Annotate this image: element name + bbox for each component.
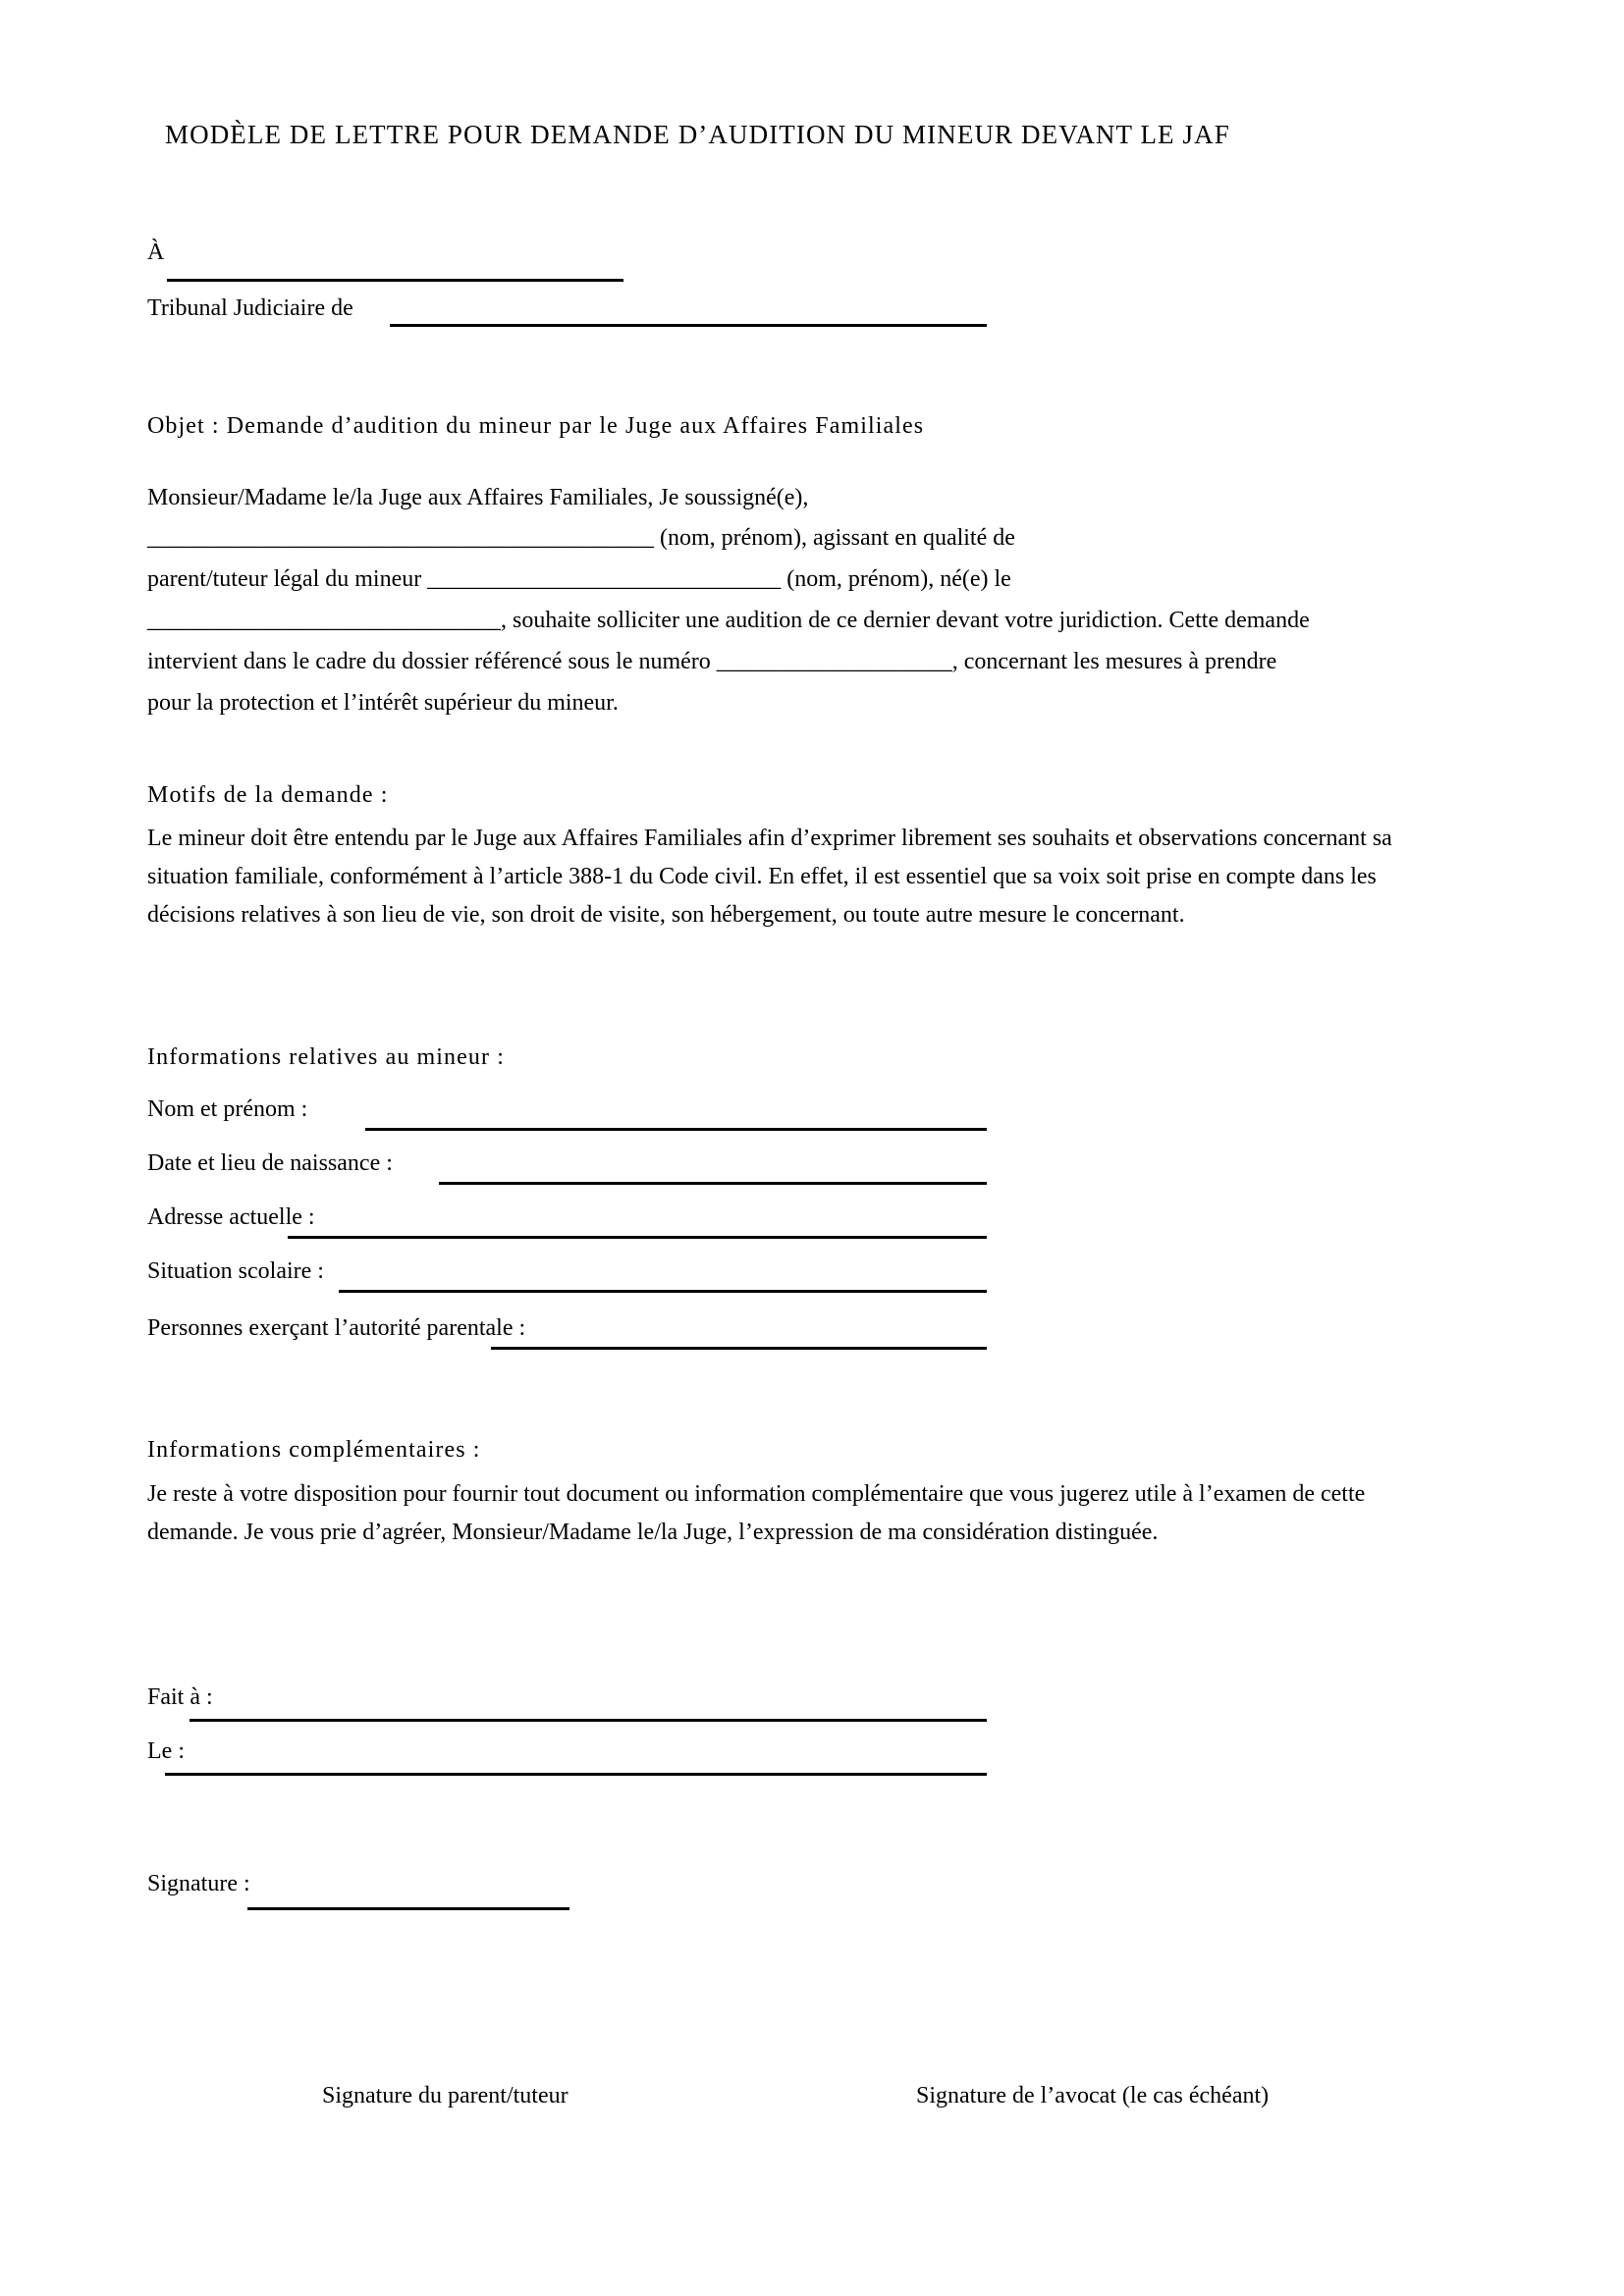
- field-rule-date-lieu-naissance[interactable]: [439, 1182, 987, 1185]
- field-rule-autorite-parentale[interactable]: [491, 1347, 987, 1350]
- field-rule-adresse-actuelle[interactable]: [288, 1236, 987, 1239]
- place-label: Fait à :: [147, 1684, 213, 1710]
- applicant-name-blank[interactable]: ___________________________________________: [147, 525, 654, 551]
- birthdate-blank[interactable]: ______________________________: [147, 608, 501, 633]
- addressee-to-rule[interactable]: [167, 279, 623, 282]
- footer-lawyer-signature-label: Signature de l’avocat (le cas échéant): [916, 2083, 1270, 2109]
- body-line-4: [147, 645, 1276, 679]
- minor-info-heading: Informations relatives au mineur :: [147, 1044, 505, 1070]
- signature-rule[interactable]: [247, 1907, 569, 1910]
- body-line-5: pour la protection et l’intérêt supérieur du mineur.: [147, 690, 619, 716]
- field-label-situation-scolaire: Situation scolaire :: [147, 1258, 324, 1284]
- court-label: Tribunal Judiciaire de: [147, 295, 353, 321]
- footer-parent-signature-label: Signature du parent/tuteur: [322, 2083, 568, 2109]
- field-rule-nom-prenom[interactable]: [365, 1128, 987, 1131]
- signature-label: Signature :: [147, 1871, 250, 1896]
- field-label-nom-prenom: Nom et prénom :: [147, 1096, 308, 1122]
- page-title: MODÈLE DE LETTRE POUR DEMANDE D’AUDITION DU MINEUR DEVANT LE JAF: [165, 120, 1230, 149]
- place-rule[interactable]: [189, 1719, 987, 1722]
- case-number-blank[interactable]: ____________________: [716, 649, 952, 674]
- motifs-paragraph: Le mineur doit être entendu par le Juge aux Affaires Familiales afin d’exprimer librement ses souhaits et observations concernant sa situation familiale, conformément à l’article 388-1 du Code civil. En effet, il est essentiel que sa voix soit prise en compte dans les décisions relatives à son lieu de vie, son droit de visite, son hébergement, ou toute autre mesure le concernant.: [147, 826, 1392, 928]
- body-line-3-text: , souhaite solliciter une audition de ce dernier devant votre juridiction. Cette demande: [501, 608, 1310, 633]
- body-line-2-suffix: (nom, prénom), né(e) le: [781, 566, 1011, 592]
- field-rule-situation-scolaire[interactable]: [339, 1290, 987, 1293]
- body-line-1: [147, 521, 1015, 556]
- date-rule[interactable]: [165, 1773, 987, 1776]
- subject-line: Objet : Demande d’audition du mineur par le Juge aux Affaires Familiales: [147, 413, 925, 439]
- additional-info-paragraph: Je reste à votre disposition pour fournir tout document ou information complémentaire que vous jugerez utile à l’examen de cette demande. Je vous prie d’agréer, Monsieur/Madame le/la Juge, l’expression de ma considération distinguée.: [147, 1481, 1366, 1545]
- field-label-adresse-actuelle: Adresse actuelle :: [147, 1204, 315, 1230]
- body-line-4-prefix: intervient dans le cadre du dossier référencé sous le numéro: [147, 649, 717, 674]
- body-line-2: [147, 562, 1011, 597]
- additional-info-heading: Informations complémentaires :: [147, 1437, 481, 1463]
- body-line-3: [147, 604, 1310, 638]
- field-label-date-lieu-naissance: Date et lieu de naissance :: [147, 1150, 393, 1176]
- salutation: Monsieur/Madame le/la Juge aux Affaires Familiales, Je soussigné(e),: [147, 485, 809, 510]
- court-rule[interactable]: [390, 324, 987, 327]
- field-label-autorite-parentale: Personnes exerçant l’autorité parentale :: [147, 1315, 526, 1341]
- body-line-4-suffix: , concernant les mesures à prendre: [951, 649, 1277, 674]
- motifs-heading: Motifs de la demande :: [147, 782, 389, 808]
- body-line-2-prefix: parent/tuteur légal du mineur: [147, 566, 428, 592]
- minor-name-blank[interactable]: ______________________________: [427, 566, 782, 592]
- body-line-1-text: (nom, prénom), agissant en qualité de: [654, 525, 1015, 551]
- date-label: Le :: [147, 1738, 185, 1764]
- addressee-to-label: À: [147, 240, 165, 265]
